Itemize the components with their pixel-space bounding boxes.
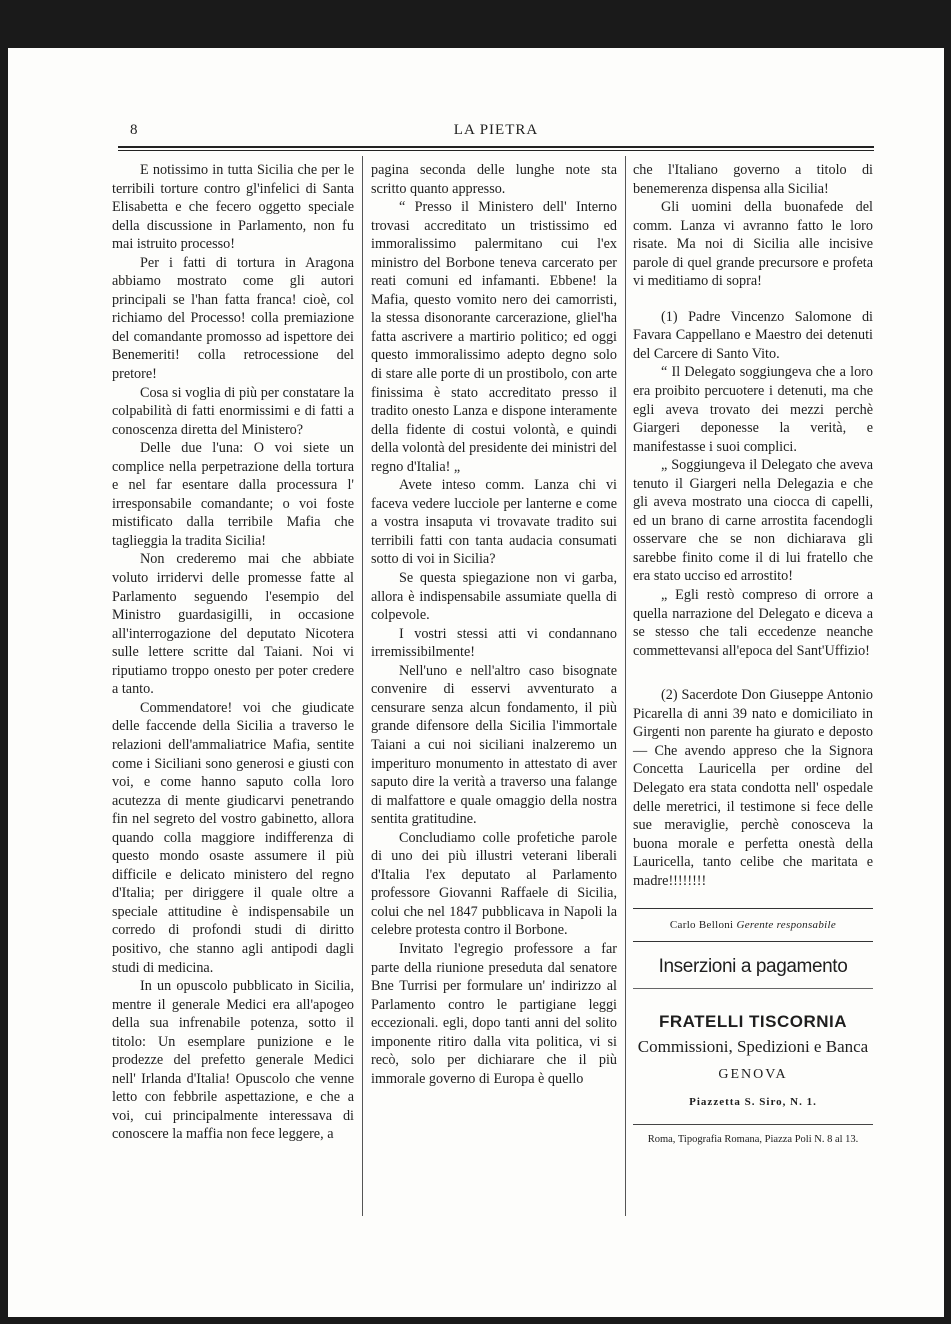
column-divider (362, 156, 363, 1216)
header-rule-thin (118, 150, 874, 151)
scan-border-top (0, 0, 951, 48)
divider (633, 941, 873, 942)
divider (633, 988, 873, 989)
gerente-line (633, 916, 873, 935)
footnote-2: (2) Sacerdote Don Giuseppe Antonio Picarella di anni 39 nato e domiciliato in Girgenti non parente ha giurato e deposto — Che avendo appreso che la Signora Concetta Lauricella per ordine del Delegato era stata condotta nell' ospedale delle meretrici, il testimone si fece delle sue meraviglie, perchè conosceva la buona morale e perfetta onestà della Lauricella, tanto celibe che maritata e madre!!!!!!!! (633, 687, 873, 889)
footnote-1-quote: „ Soggiungeva il Delegato che aveva tenuto il Giargeri nella Delegazia e che gli aveva mostrato una ciocca di capelli, ed un brano di carne arrostita facendogli osservare che se non dichiarava gli sarebbe finito come il di lui fratello che era stato ucciso ed arrostito! (633, 457, 873, 585)
masthead-title: LA PIETRA (453, 122, 539, 138)
insertions-heading: Inserzioni a pagamento (658, 955, 848, 977)
column-1 (112, 161, 354, 1144)
gerente-name: Carlo Belloni (669, 919, 734, 932)
header-rule (118, 146, 874, 148)
quotation: “ Presso il Ministero dell' Interno trovasi accreditato un tristissimo ed immoralissimo palermitano cui l'ex ministro del Borbone teneva carcerato per reati comuni ed infamanti. Ebbene! la Mafia, questo vomito nero dei camorristi, la stessa disonorante carcerazione, gliel'ha fatta ascrivere a martirio politico; ed oggi questo immoralissimo adepto degno solo di stare alle porte di un prostibolo, con arte finissima è stato accreditato presso il tradito onesto Lanza e dispone interamente della fidente di costui volontà, e quindi della volontà del presidente dei ministri del regno d'Italia! „ (371, 199, 617, 475)
paragraph: Nell'uno e nell'altro caso bisognate convenire di esservi avventurato a censurare senza alcun fondamento, il più grande difensore della Sicilia l'immortale Taiani a cui noi siciliani inalzeremo un imperituro monumento in attestato di aver saputo dire la verità a traverso una falange di malfattore e quale omaggio della nostra sentita gratitudine. (371, 662, 617, 828)
paragraph: Non crederemo mai che abbiate voluto irridervi delle promesse fatte al Parlamento seguendo l'esempio del Ministro guardasigilli, in occasione all'interrogazione del deputato Nicotera sulle lettere scritte dal Taiani. Noi vi riputiamo troppo onesto per poter credere a tanto. (112, 551, 354, 698)
advertiser-address: Piazzetta S. Siro, N. 1. (689, 1095, 817, 1108)
paragraph: Commendatore! voi che giudicate delle faccende della Sicilia a traverso le relazioni dell'ammaliatrice Mafia, sentite come i Siciliani sono generosi e giusti con voi, e come hanno saputo colla loro acutezza di mente giudicarvi penetrando fin nel segreto del vostro gabinetto, allora quando colla maggiore indifferenza di questo mondo osaste assumere il più difficile e delicato ministero del regno d'Italia; per diriggere il quale oltre a speciale attitudine è indispensabile un corredo di profondi studi di diritto positivo, che stanno agli antipodi dagli studi di medicina. (112, 699, 354, 976)
divider (633, 908, 873, 909)
gerente-role: Gerente responsabile (736, 919, 837, 932)
column-3 (633, 161, 873, 1149)
paragraph: Gli uomini della buonafede del comm. Lanza vi avranno fatto le loro risate. Ma noi di Sicilia alle incisive parole di quel grande precursore e profeta vi meditiamo di sopra! (633, 199, 873, 290)
paragraph: Invitato l'egregio professore a far parte della riunione preseduta dal senatore Bne Turrisi per formulare un' indirizzo al Parlamento contro le partigiane leggi eccezionali. egli, dopo tanti anni del solito imponente ritiro dalla vita politica, vi si recò, solo per dichiarare che il più immorale governo di Europa è quello (371, 940, 617, 1087)
divider (633, 1124, 873, 1125)
paragraph: che l'Italiano governo a titolo di benemerenza dispensa alla Sicilia! (633, 162, 873, 197)
paragraph: Cosa si voglia di più per constatare la colpabilità di fatti enormissimi e di fatti a conoscenza diretta del Ministero? (112, 384, 354, 438)
paragraph: Concludiamo colle profetiche parole di uno dei più illustri veterani liberali d'Italia l'ex deputato al Parlamento professore Giovanni Raffaele di Sicilia, colui che nel 1847 pubblicava in Napoli la celebre protesta contro il Borbone. (371, 829, 617, 939)
column-2 (371, 161, 617, 1088)
paragraph: Se questa spiegazione non vi garba, allora è indispensabile assumiate quella di colpevole. (371, 570, 617, 624)
footnote-1-quote: “ Il Delegato soggiungeva che a loro era proibito percuotere i detenuti, ma che egli aveva trovato dei mezzi perchè Giargeri deponesse la verità, e manifestasse i suoi complici. (633, 364, 873, 455)
advertiser-name: FRATELLI TISCORNIA (658, 1012, 848, 1032)
column-divider (625, 156, 626, 1216)
advertiser-services: Commissioni, Spedizioni e Banca (637, 1036, 869, 1056)
paragraph: pagina seconda delle lunghe note sta scritto quanto appresso. (371, 162, 617, 197)
printer-imprint: Roma, Tipografia Romana, Piazza Poli N. 8 al 13. (647, 1133, 859, 1145)
page-header (118, 120, 874, 140)
paragraph: In un opuscolo pubblicato in Sicilia, mentre il generale Medici era all'apogeo della sua infrenabile potenza, sotto il titolo: Un esemplare punizione e le prodezze del prefetto generale Medici nell' Irlanda d'Italia! Opuscolo che venne letto con febbrile aspettazione, e che a voi, cui principalmente interessava di conoscere la maffia non fece leggere, a (112, 978, 354, 1143)
footnote-1: (1) Padre Vincenzo Salomone di Favara Cappellano e Maestro dei detenuti del Carcere di Santo Vito. (633, 308, 873, 362)
paragraph: I vostri stessi atti vi condannano irremissibilmente! (371, 625, 617, 661)
paragraph: Avete inteso comm. Lanza chi vi faceva vedere lucciole per lanterne e come a vostra insaputa vi trovavate tradito sui terribili fatti con tanta audacia consumati sotto di voi in Sicilia? (371, 477, 617, 568)
paragraph: Per i fatti di tortura in Aragona abbiamo mostrato come gli autori principali se l'han fatta franca! cioè, col richiamo del Processo! colla premiazione del comandante promosso ad ispettore dei Benemeriti! colla retrocessione del pretore! (112, 254, 354, 383)
scan-border-bottom (0, 1317, 951, 1324)
advertiser-city: GENOVA (718, 1067, 788, 1083)
paragraph: Delle due l'una: O voi siete un complice nella perpetrazione della tortura e nel far esentare dalla processura l' irresponsabile comandante; o voi foste mistificato dalla terribile Mafia che taglieggia la tradita Sicilia! (112, 440, 354, 549)
scan-border-left (0, 0, 8, 1324)
scan-border-right (944, 0, 951, 1324)
footnote-1-quote: „ Egli restò compreso di orrore a quella narrazione del Delegato e diceva a se stesso che tali eccedenze neanche commettevansi all'epoca del Sant'Uffizio! (633, 587, 873, 659)
paragraph: E notissimo in tutta Sicilia che per le terribili torture contro gl'infelici di Santa Elisabetta e che fecero oggetto speciale della discussione in Parlamento, non fu mai istruito processo! (112, 162, 354, 253)
page-number: 8 (130, 122, 138, 138)
